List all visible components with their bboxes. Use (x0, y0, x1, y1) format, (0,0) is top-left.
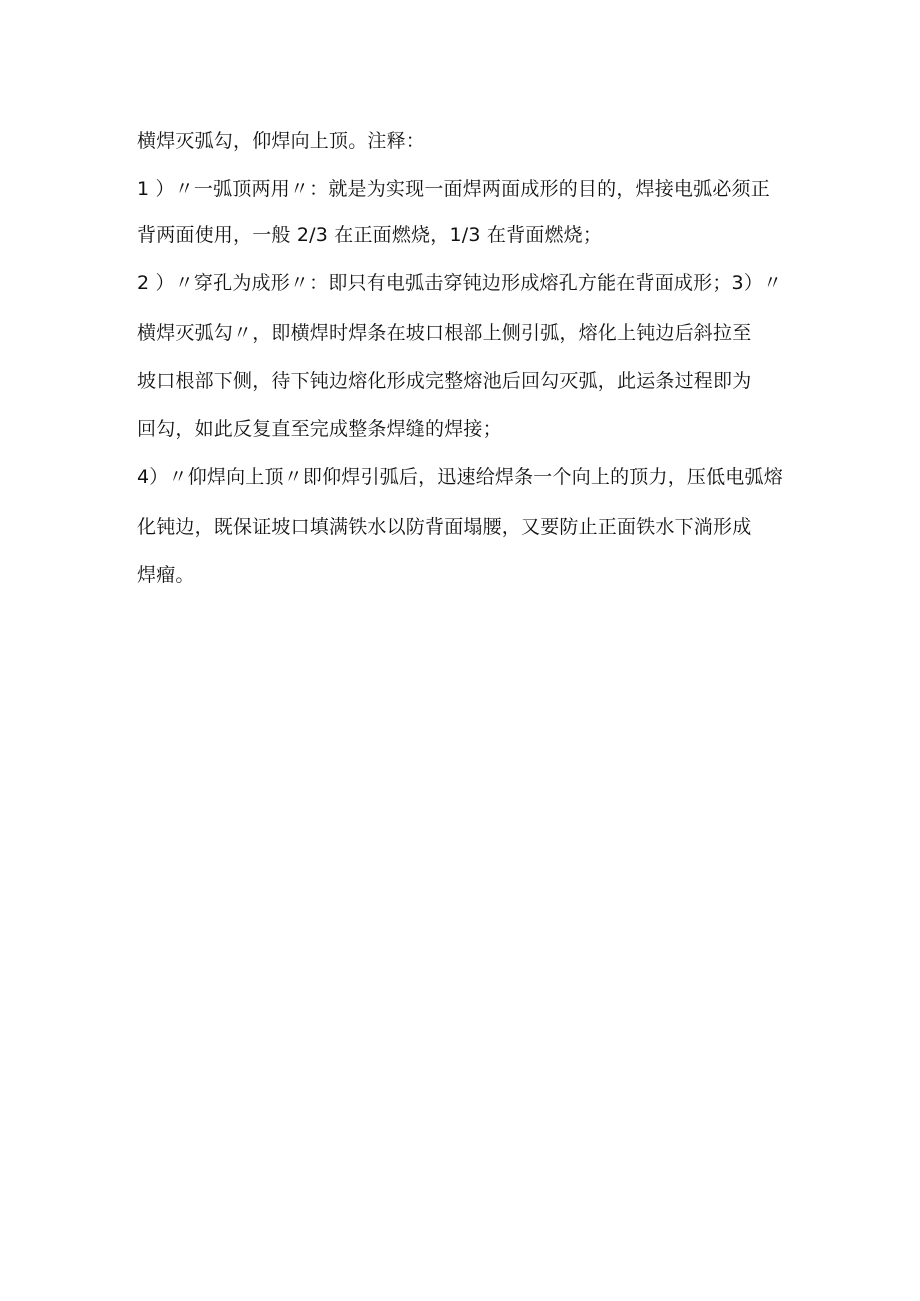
text-line-5: 横焊灭弧勾〃，即横焊时焊条在坡口根部上侧引弧，熔化上钝边后斜拉至 (137, 322, 752, 344)
text-line-10: 焊瘤。 (137, 564, 195, 586)
text-line-1: 横焊灭弧勾，仰焊向上顶。注释： (137, 130, 426, 152)
text-line-4: 2 ）〃穿孔为成形〃：即只有电弧击穿钝边形成熔孔方能在背面成形；3）〃 (137, 272, 783, 294)
text-line-8: 4）〃仰焊向上顶〃即仰焊引弧后，迅速给焊条一个向上的顶力，压低电弧熔 (137, 466, 783, 488)
text-line-6: 坡口根部下侧，待下钝边熔化形成完整熔池后回勾灭弧，此运条过程即为 (137, 370, 752, 392)
text-line-3: 背两面使用，一般 2/3 在正面燃烧，1/3 在背面燃烧； (137, 224, 603, 246)
text-line-9: 化钝边，既保证坡口填满铁水以防背面塌腰，又要防止正面铁水下淌形成 (137, 516, 752, 538)
text-line-2: 1 ）〃一弧顶两用〃：就是为实现一面焊两面成形的目的，焊接电弧必须正 (137, 178, 770, 200)
text-line-7: 回勾，如此反复直至完成整条焊缝的焊接； (137, 418, 502, 440)
